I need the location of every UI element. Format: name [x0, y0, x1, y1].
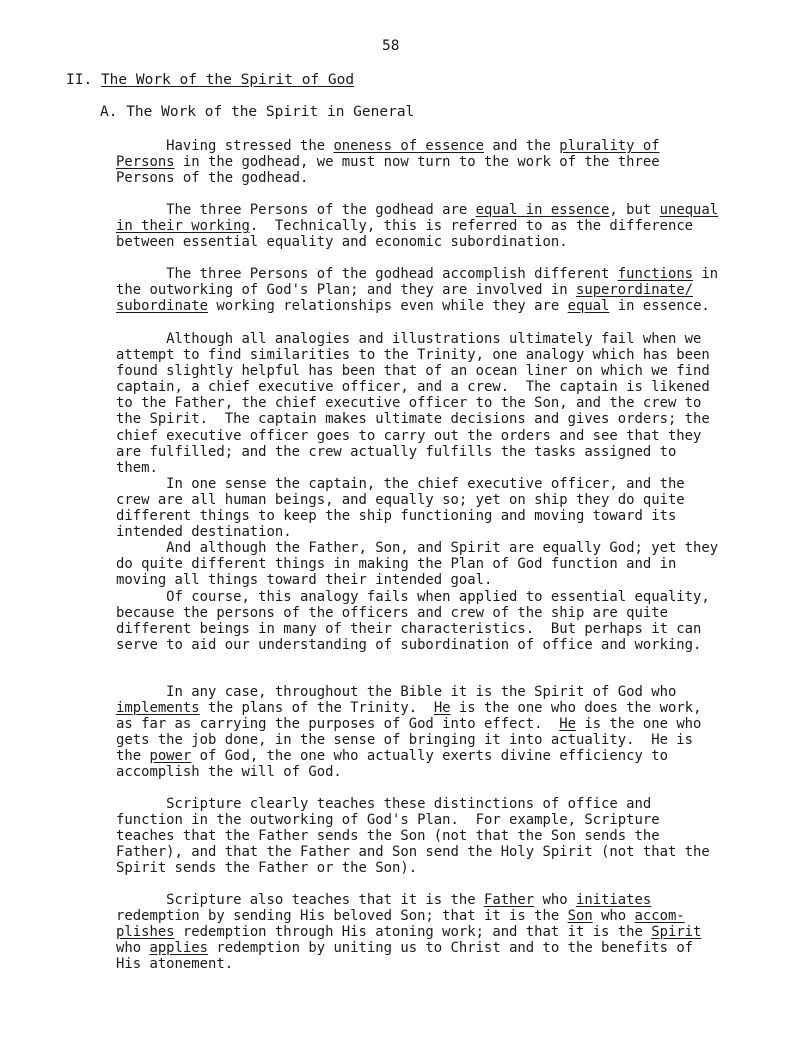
text-segment: in: [693, 266, 719, 282]
text-line: [116, 892, 716, 908]
underlined-phrase: Spirit: [651, 924, 702, 941]
text-segment: redemption by uniting us to Christ and to the benefits of: [208, 940, 694, 957]
text-segment: teaches that the Father sends the Son (not that the Son sends the: [116, 828, 660, 845]
text-segment: In any case, throughout the Bible it is the Spirit of God who: [116, 684, 677, 700]
underlined-phrase: plishes: [116, 924, 175, 941]
text-line: [116, 716, 716, 732]
text-segment: gets the job done, in the sense of bringing it into actuality. He is: [116, 732, 694, 749]
underlined-phrase: functions: [617, 266, 694, 282]
underlined-phrase: He: [559, 716, 576, 733]
underlined-phrase: Persons: [116, 154, 175, 171]
underlined-phrase: superordinate/: [575, 282, 694, 299]
text-line: [116, 476, 716, 492]
text-line: [116, 138, 716, 154]
underlined-phrase: applies: [149, 940, 208, 957]
text-segment: between essential equality and economic subordination.: [116, 234, 568, 251]
paragraph: [116, 266, 719, 315]
text-line: [116, 154, 716, 170]
text-line: [116, 589, 716, 605]
underlined-phrase: Son: [567, 908, 593, 925]
text-segment: working relationships even while they are: [208, 298, 568, 315]
paragraph: [116, 796, 716, 876]
underlined-phrase: unequal: [659, 202, 719, 218]
text-line: [116, 844, 716, 860]
text-line: [116, 796, 716, 812]
text-line: [116, 812, 716, 828]
text-line: [116, 732, 716, 748]
text-segment: crew are all human beings, and equally so; yet on ship they do quite: [116, 491, 685, 508]
text-line: [116, 266, 719, 282]
text-segment: His atonement.: [116, 956, 234, 973]
text-segment: the outworking of God's Plan; and they are involved in: [116, 282, 576, 299]
text-segment: accomplish the will of God.: [116, 764, 342, 781]
text-segment: the Spirit. The captain makes ultimate decisions and gives orders; the: [116, 411, 710, 428]
underlined-phrase: in their working: [116, 218, 250, 235]
paragraph: [116, 138, 716, 186]
text-line: [116, 428, 716, 444]
text-segment: who: [116, 940, 150, 957]
text-line: [116, 764, 716, 780]
paragraph: [116, 331, 719, 653]
text-segment: intended destination.: [116, 524, 292, 541]
text-segment: in essence.: [609, 298, 710, 315]
text-line: [116, 234, 716, 250]
text-line: [116, 395, 716, 411]
text-segment: Spirit sends the Father or the Son).: [116, 860, 418, 877]
text-segment: The three Persons of the godhead are: [116, 202, 476, 218]
text-segment: who: [592, 908, 635, 925]
text-segment: to the Father, the chief executive officer to the Son, and the crew to: [116, 395, 702, 412]
text-segment: who: [534, 892, 576, 908]
subsection-letter: A.: [100, 104, 118, 120]
text-line: [116, 860, 716, 876]
text-line: [116, 411, 716, 427]
text-line: [116, 956, 716, 972]
text-segment: serve to aid our understanding of subordination of office and working.: [116, 636, 702, 653]
text-segment: do quite different things in making the Plan of God function and in: [116, 556, 677, 573]
text-segment: And although the Father, Son, and Spirit are equally God; yet they: [116, 540, 719, 557]
text-segment: as far as carrying the purposes of God into effect.: [116, 716, 560, 733]
text-line: [116, 170, 716, 186]
underlined-phrase: plurality of: [559, 138, 660, 154]
text-line: [116, 637, 716, 653]
text-line: [116, 748, 716, 764]
text-line: [116, 363, 716, 379]
text-segment: redemption through His atoning work; and that it is the: [174, 924, 652, 941]
text-segment: Scripture clearly teaches these distinctions of office and: [116, 796, 652, 812]
text-segment: In one sense the captain, the chief executive officer, and the: [116, 475, 685, 492]
text-line: [116, 940, 716, 956]
text-line: [116, 460, 716, 476]
paragraph: [116, 684, 716, 781]
text-line: [116, 282, 716, 298]
text-line: [116, 556, 716, 572]
underlined-phrase: equal in essence: [475, 202, 610, 218]
text-segment: of God, the one who actually exerts divine efficiency to: [191, 748, 668, 765]
text-line: [116, 684, 716, 700]
subsection-title: The Work of the Spirit in General: [126, 104, 415, 120]
text-segment: is the one who does the work,: [450, 700, 702, 717]
text-segment: in the godhead, we must now turn to the work of the three: [174, 154, 660, 171]
text-segment: is the one who: [575, 716, 702, 733]
underlined-phrase: initiates: [575, 892, 652, 908]
text-line: [116, 700, 716, 716]
text-segment: redemption by sending His beloved Son; that it is the: [116, 908, 568, 925]
paragraph: [116, 202, 719, 251]
text-segment: chief executive officer goes to carry out the orders and see that they: [116, 427, 702, 444]
text-line: [116, 924, 716, 940]
text-line: [116, 908, 716, 924]
text-line: [116, 218, 716, 234]
underlined-phrase: oneness of essence: [333, 138, 484, 154]
text-line: [116, 202, 719, 218]
text-line: [116, 605, 716, 621]
text-segment: Having stressed the: [116, 138, 334, 154]
section-title: The Work of the Spirit of God: [100, 72, 355, 88]
page-number: 58: [382, 38, 400, 54]
text-line: [116, 492, 716, 508]
text-segment: function in the outworking of God's Plan. For example, Scripture: [116, 812, 660, 829]
underlined-phrase: subordinate: [116, 298, 208, 315]
section-number: II.: [66, 72, 93, 88]
text-line: [116, 508, 716, 524]
text-segment: attempt to find similarities to the Trinity, one analogy which has been: [116, 347, 710, 364]
text-segment: Persons of the godhead.: [116, 170, 309, 187]
text-segment: because the persons of the officers and crew of the ship are quite: [116, 604, 668, 621]
text-segment: The three Persons of the godhead accomplish different: [116, 266, 618, 282]
underlined-phrase: Father: [483, 892, 535, 908]
underlined-phrase: He: [433, 700, 451, 717]
text-segment: are fulfilled; and the crew actually fulfills the tasks assigned to: [116, 443, 677, 460]
paragraph: [116, 892, 716, 972]
text-line: [116, 444, 716, 460]
text-segment: and the: [483, 138, 560, 154]
text-segment: different beings in many of their characteristics. But perhaps it can: [116, 620, 702, 637]
text-segment: them.: [116, 459, 158, 476]
subsection-heading: [100, 104, 414, 120]
text-line: [116, 572, 716, 588]
text-segment: moving all things toward their intended goal.: [116, 572, 493, 589]
text-segment: the plans of the Trinity.: [199, 700, 434, 717]
section-heading: [66, 72, 354, 88]
underlined-phrase: implements: [116, 700, 200, 717]
text-line: [116, 347, 716, 363]
text-segment: Of course, this analogy fails when applied to essential equality,: [116, 588, 710, 605]
text-segment: , but: [609, 202, 660, 218]
underlined-phrase: power: [149, 748, 192, 765]
text-segment: found slightly helpful has been that of an ocean liner on which we find: [116, 363, 710, 380]
text-line: [116, 379, 716, 395]
text-line: [116, 828, 716, 844]
text-segment: captain, a chief executive officer, and a crew. The captain is likened: [116, 379, 710, 396]
text-line: [116, 524, 716, 540]
text-segment: the: [116, 748, 150, 765]
text-line: [116, 540, 719, 557]
text-segment: . Technically, this is referred to as the difference: [249, 218, 694, 235]
text-segment: Father), and that the Father and Son send the Holy Spirit (not that the: [116, 844, 710, 861]
text-segment: different things to keep the ship functioning and moving toward its: [116, 508, 677, 525]
text-line: [116, 621, 716, 637]
underlined-phrase: equal: [567, 298, 610, 315]
text-segment: Although all analogies and illustrations ultimately fail when we: [116, 331, 702, 347]
text-segment: Scripture also teaches that it is the: [116, 892, 484, 908]
text-line: [116, 331, 716, 347]
underlined-phrase: accom-: [634, 908, 685, 925]
text-line: [116, 298, 716, 314]
